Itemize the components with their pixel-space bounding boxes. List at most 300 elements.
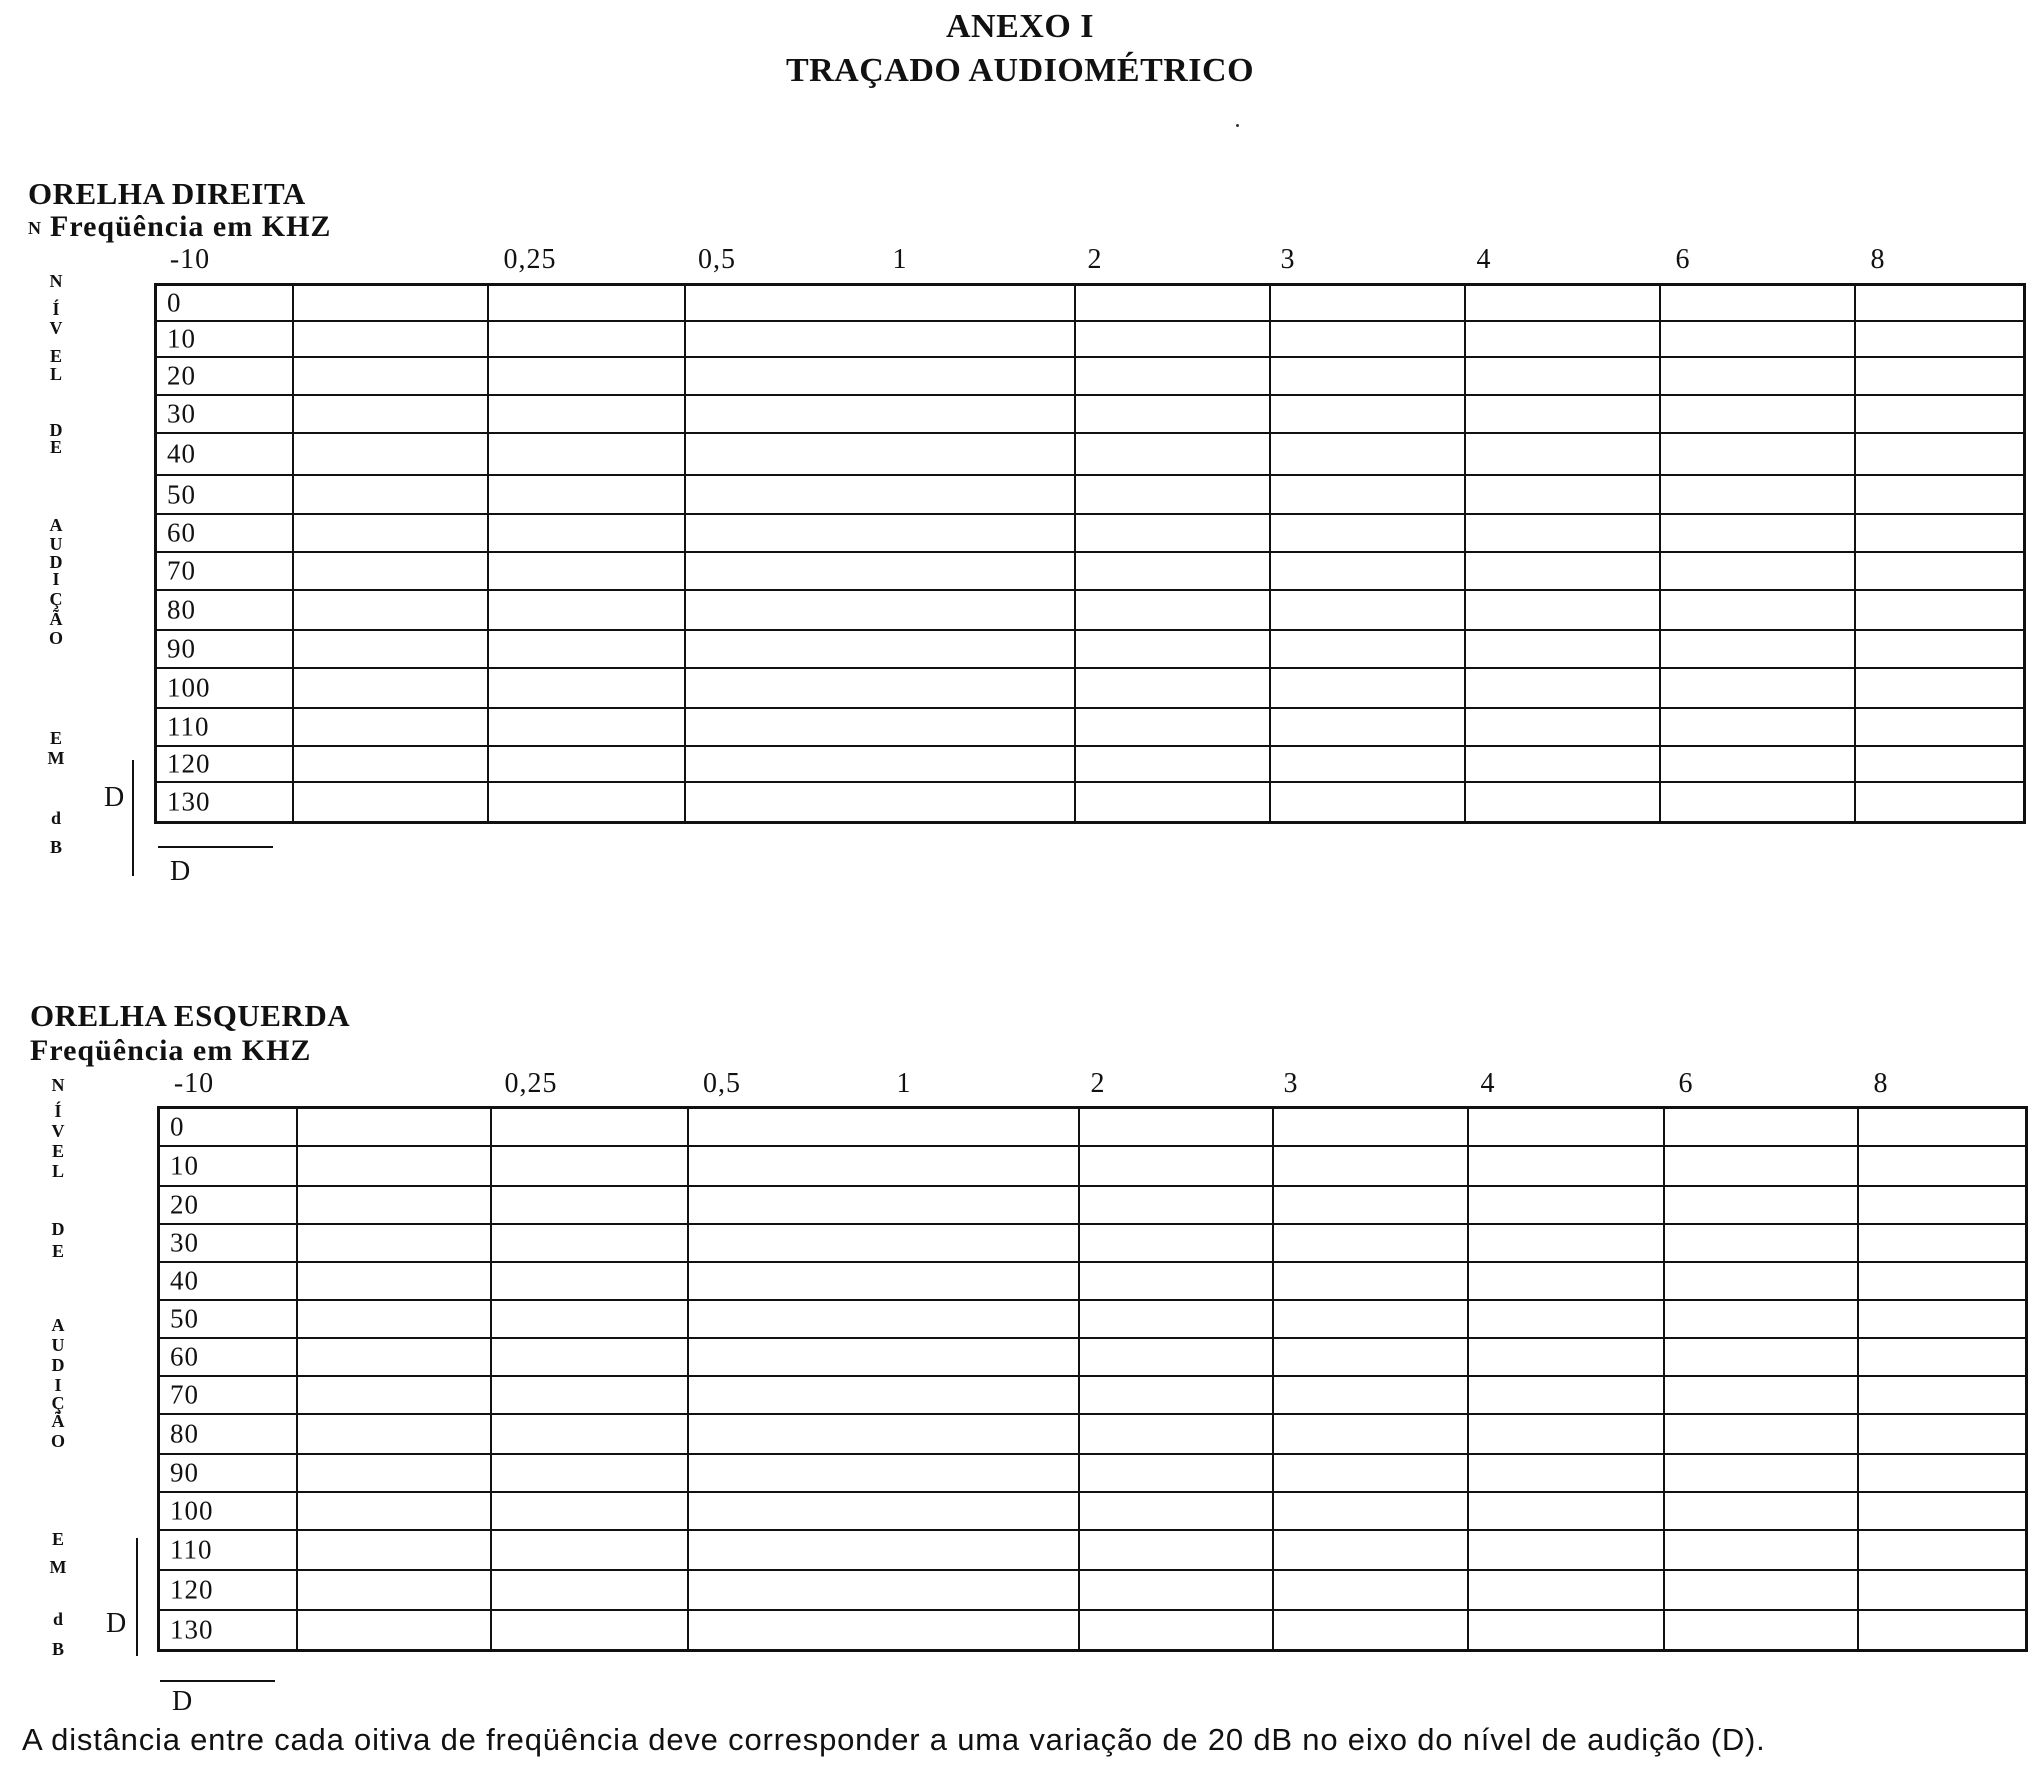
- audiogram-cell[interactable]: [492, 1531, 689, 1571]
- audiogram-cell[interactable]: [1466, 631, 1661, 669]
- audiogram-cell[interactable]: [686, 286, 1076, 322]
- db-level-cell: [160, 1339, 298, 1377]
- footnote: A distância entre cada oitiva de freqüência deve corresponder a uma variação de 20 dB no eixo do nível de audição (D).: [22, 1722, 1766, 1757]
- vertical-axis-letter: N: [51, 1075, 65, 1095]
- audiogram-cell[interactable]: [1274, 1301, 1469, 1339]
- db-level-cell: [160, 1455, 298, 1493]
- audiogram-cell[interactable]: [1469, 1339, 1665, 1377]
- audiogram-cell[interactable]: [489, 396, 686, 434]
- vertical-axis-letter: I: [54, 1375, 62, 1395]
- audiogram-cell[interactable]: [689, 1611, 1080, 1649]
- audiogram-cell[interactable]: [1080, 1377, 1274, 1415]
- audiogram-cell[interactable]: [1466, 515, 1661, 553]
- audiogram-cell[interactable]: [489, 553, 686, 591]
- audiogram-cell[interactable]: [1469, 1415, 1665, 1455]
- audiogram-cell[interactable]: [298, 1187, 492, 1225]
- left-ear-scale-mark: D: [106, 1608, 127, 1639]
- db-level-label: 20: [170, 1189, 199, 1220]
- db-level-cell: [160, 1377, 298, 1415]
- audiogram-cell[interactable]: [1274, 1187, 1469, 1225]
- vertical-axis-letter: M: [47, 748, 65, 768]
- audiogram-cell[interactable]: [1661, 358, 1856, 396]
- audiogram-cell[interactable]: [1274, 1611, 1469, 1649]
- audiogram-cell[interactable]: [1271, 553, 1466, 591]
- audiogram-cell[interactable]: [1469, 1225, 1665, 1263]
- audiogram-cell[interactable]: [294, 434, 489, 476]
- audiogram-cell[interactable]: [686, 553, 1076, 591]
- audiogram-cell[interactable]: [686, 669, 1076, 709]
- audiogram-cell[interactable]: [298, 1109, 492, 1147]
- audiogram-cell[interactable]: [294, 669, 489, 709]
- audiogram-cell[interactable]: [689, 1225, 1080, 1263]
- audiogram-cell[interactable]: [1466, 286, 1661, 322]
- audiogram-cell[interactable]: [1469, 1377, 1665, 1415]
- db-level-cell: [157, 286, 294, 322]
- vertical-axis-letter: E: [51, 1141, 64, 1161]
- audiogram-cell[interactable]: [1080, 1187, 1274, 1225]
- audiogram-cell[interactable]: [1661, 591, 1856, 631]
- db-level-label: 120: [170, 1574, 214, 1605]
- left-ear-frequency-caption: Freqüência em KHZ: [30, 1034, 312, 1067]
- audiogram-cell[interactable]: [294, 476, 489, 515]
- db-level-cell: [157, 396, 294, 434]
- audiogram-cell[interactable]: [294, 591, 489, 631]
- audiogram-cell[interactable]: [1271, 747, 1466, 783]
- audiogram-cell[interactable]: [1076, 669, 1271, 709]
- audiogram-cell[interactable]: [1661, 396, 1856, 434]
- audiogram-cell[interactable]: [1271, 631, 1466, 669]
- audiogram-cell[interactable]: [1466, 669, 1661, 709]
- vertical-axis-letter: N: [49, 271, 63, 291]
- audiogram-cell[interactable]: [298, 1377, 492, 1415]
- audiogram-cell[interactable]: [1271, 783, 1466, 821]
- vertical-axis-letter: I: [52, 569, 60, 589]
- audiogram-cell[interactable]: [1080, 1611, 1274, 1649]
- page-subtitle: TRAÇADO AUDIOMÉTRICO: [785, 52, 1255, 89]
- audiogram-cell[interactable]: [294, 515, 489, 553]
- audiogram-cell[interactable]: [1859, 1263, 2025, 1301]
- audiogram-cell[interactable]: [1076, 434, 1271, 476]
- audiogram-cell[interactable]: [489, 747, 686, 783]
- audiogram-cell[interactable]: [492, 1147, 689, 1187]
- audiogram-cell[interactable]: [686, 358, 1076, 396]
- db-level-label: 0: [170, 1111, 185, 1142]
- audiogram-cell[interactable]: [1859, 1531, 2025, 1571]
- audiogram-cell[interactable]: [1076, 515, 1271, 553]
- audiogram-cell[interactable]: [1274, 1455, 1469, 1493]
- audiogram-cell[interactable]: [492, 1493, 689, 1531]
- audiogram-cell[interactable]: [1076, 396, 1271, 434]
- audiogram-cell[interactable]: [294, 709, 489, 747]
- audiogram-cell[interactable]: [1665, 1377, 1859, 1415]
- audiogram-cell[interactable]: [686, 476, 1076, 515]
- audiogram-cell[interactable]: [489, 515, 686, 553]
- audiogram-cell[interactable]: [689, 1377, 1080, 1415]
- audiogram-cell[interactable]: [1665, 1611, 1859, 1649]
- audiogram-cell[interactable]: [489, 476, 686, 515]
- audiogram-cell[interactable]: [1274, 1415, 1469, 1455]
- audiogram-cell[interactable]: [1665, 1493, 1859, 1531]
- audiogram-cell[interactable]: [1859, 1147, 2025, 1187]
- audiogram-cell[interactable]: [1080, 1301, 1274, 1339]
- audiogram-cell[interactable]: [1665, 1263, 1859, 1301]
- audiogram-cell[interactable]: [492, 1377, 689, 1415]
- audiogram-cell[interactable]: [1665, 1225, 1859, 1263]
- audiogram-cell[interactable]: [1080, 1147, 1274, 1187]
- vertical-axis-letter: V: [51, 1121, 65, 1141]
- audiogram-cell[interactable]: [1271, 322, 1466, 358]
- frequency-label: 8: [1870, 244, 1886, 275]
- audiogram-cell[interactable]: [1661, 515, 1856, 553]
- audiogram-cell[interactable]: [686, 322, 1076, 358]
- audiogram-cell[interactable]: [1076, 631, 1271, 669]
- audiogram-cell[interactable]: [1856, 553, 2023, 591]
- db-level-label: 100: [167, 672, 211, 703]
- audiogram-cell[interactable]: [1665, 1109, 1859, 1147]
- vertical-axis-letter: V: [49, 318, 63, 338]
- audiogram-cell[interactable]: [1856, 434, 2023, 476]
- frequency-label: 4: [1480, 1068, 1496, 1099]
- audiogram-cell[interactable]: [492, 1339, 689, 1377]
- audiogram-cell[interactable]: [1856, 358, 2023, 396]
- audiogram-cell[interactable]: [1856, 783, 2023, 821]
- audiogram-cell[interactable]: [1859, 1339, 2025, 1377]
- audiogram-cell[interactable]: [489, 783, 686, 821]
- audiogram-cell[interactable]: [1080, 1531, 1274, 1571]
- scan-speck: [1236, 124, 1239, 127]
- audiogram-cell[interactable]: [1271, 286, 1466, 322]
- vertical-axis-letter: D: [49, 552, 63, 572]
- audiogram-cell[interactable]: [1271, 669, 1466, 709]
- audiogram-cell[interactable]: [489, 591, 686, 631]
- audiogram-cell[interactable]: [1274, 1571, 1469, 1611]
- db-level-cell: [157, 358, 294, 396]
- audiogram-cell[interactable]: [298, 1415, 492, 1455]
- audiogram-cell[interactable]: [1466, 747, 1661, 783]
- audiogram-cell[interactable]: [489, 631, 686, 669]
- db-level-label: 100: [170, 1495, 214, 1526]
- audiogram-cell[interactable]: [294, 783, 489, 821]
- audiogram-cell[interactable]: [1856, 515, 2023, 553]
- vertical-axis-letter: U: [51, 1335, 65, 1355]
- audiogram-cell[interactable]: [1859, 1415, 2025, 1455]
- audiogram-cell[interactable]: [1856, 709, 2023, 747]
- frequency-label: 0,25: [504, 1068, 558, 1099]
- audiogram-cell[interactable]: [489, 434, 686, 476]
- audiogram-cell[interactable]: [298, 1225, 492, 1263]
- audiogram-cell[interactable]: [689, 1147, 1080, 1187]
- audiogram-cell[interactable]: [689, 1455, 1080, 1493]
- audiogram-cell[interactable]: [492, 1611, 689, 1649]
- audiogram-cell[interactable]: [1661, 322, 1856, 358]
- audiogram-cell[interactable]: [1080, 1109, 1274, 1147]
- db-level-label: 110: [167, 711, 210, 742]
- audiogram-cell[interactable]: [1665, 1187, 1859, 1225]
- audiogram-cell[interactable]: [1466, 476, 1661, 515]
- db-level-cell: [157, 553, 294, 591]
- vertical-axis-letter: E: [51, 1241, 64, 1261]
- audiogram-cell[interactable]: [689, 1109, 1080, 1147]
- db-level-cell: [160, 1109, 298, 1147]
- frequency-label: 3: [1280, 244, 1296, 275]
- audiogram-cell[interactable]: [1665, 1455, 1859, 1493]
- frequency-label: 1: [896, 1068, 912, 1099]
- audiogram-cell[interactable]: [489, 709, 686, 747]
- audiogram-cell[interactable]: [1469, 1109, 1665, 1147]
- audiogram-cell[interactable]: [1271, 591, 1466, 631]
- frequency-label: 0,5: [703, 1068, 741, 1099]
- audiogram-cell[interactable]: [1076, 358, 1271, 396]
- db-level-cell: [157, 434, 294, 476]
- audiogram-cell[interactable]: [1661, 434, 1856, 476]
- audiogram-cell[interactable]: [1080, 1455, 1274, 1493]
- audiogram-cell[interactable]: [1274, 1263, 1469, 1301]
- audiogram-cell[interactable]: [1466, 709, 1661, 747]
- audiogram-cell[interactable]: [1076, 783, 1271, 821]
- audiogram-cell[interactable]: [1661, 631, 1856, 669]
- db-level-label: 70: [170, 1379, 199, 1410]
- audiogram-cell[interactable]: [1859, 1611, 2025, 1649]
- audiogram-cell[interactable]: [489, 358, 686, 396]
- audiogram-cell[interactable]: [686, 591, 1076, 631]
- db-level-label: 30: [170, 1227, 199, 1258]
- audiogram-cell[interactable]: [1661, 783, 1856, 821]
- audiogram-cell[interactable]: [1271, 358, 1466, 396]
- right-ear-frequency-caption: [28, 210, 331, 244]
- audiogram-cell[interactable]: [1859, 1301, 2025, 1339]
- audiogram-cell[interactable]: [1076, 747, 1271, 783]
- right-ear-scale-line-mark: D: [170, 856, 191, 887]
- audiogram-cell[interactable]: [689, 1301, 1080, 1339]
- audiogram-cell[interactable]: [1859, 1377, 2025, 1415]
- audiogram-cell[interactable]: [294, 396, 489, 434]
- audiogram-cell[interactable]: [1469, 1263, 1665, 1301]
- db-level-cell: [160, 1531, 298, 1571]
- audiogram-cell[interactable]: [1466, 591, 1661, 631]
- db-level-label: 60: [167, 517, 196, 548]
- audiogram-cell[interactable]: [489, 669, 686, 709]
- audiogram-cell[interactable]: [1856, 396, 2023, 434]
- audiogram-cell[interactable]: [1466, 322, 1661, 358]
- audiogram-cell[interactable]: [686, 631, 1076, 669]
- audiogram-cell[interactable]: [298, 1301, 492, 1339]
- audiogram-cell[interactable]: [689, 1263, 1080, 1301]
- audiogram-cell[interactable]: [686, 434, 1076, 476]
- audiogram-cell[interactable]: [1856, 669, 2023, 709]
- audiogram-cell[interactable]: [298, 1493, 492, 1531]
- vertical-label-prefix: N: [28, 218, 42, 238]
- audiogram-cell[interactable]: [1856, 631, 2023, 669]
- audiogram-cell[interactable]: [686, 515, 1076, 553]
- left-ear-title: ORELHA ESQUERDA: [30, 998, 351, 1033]
- audiogram-cell[interactable]: [1665, 1147, 1859, 1187]
- audiogram-cell[interactable]: [1080, 1415, 1274, 1455]
- audiogram-cell[interactable]: [689, 1531, 1080, 1571]
- audiogram-cell[interactable]: [294, 631, 489, 669]
- audiogram-cell[interactable]: [1076, 322, 1271, 358]
- audiogram-cell[interactable]: [1274, 1147, 1469, 1187]
- audiogram-cell[interactable]: [1469, 1531, 1665, 1571]
- left-ear-scale-line-mark: D: [172, 1686, 193, 1717]
- vertical-axis-letter: E: [49, 728, 62, 748]
- audiogram-cell[interactable]: [1076, 709, 1271, 747]
- audiogram-cell[interactable]: [1665, 1339, 1859, 1377]
- vertical-axis-letter: D: [51, 1355, 65, 1375]
- audiogram-cell[interactable]: [689, 1571, 1080, 1611]
- audiogram-cell[interactable]: [294, 358, 489, 396]
- db-level-cell: [157, 669, 294, 709]
- audiogram-cell[interactable]: [686, 783, 1076, 821]
- db-level-cell: [157, 783, 294, 821]
- audiogram-cell[interactable]: [1271, 709, 1466, 747]
- audiogram-cell[interactable]: [1271, 396, 1466, 434]
- audiogram-cell[interactable]: [689, 1339, 1080, 1377]
- db-level-cell: [157, 747, 294, 783]
- audiogram-cell[interactable]: [1665, 1571, 1859, 1611]
- audiogram-cell[interactable]: [1661, 747, 1856, 783]
- audiogram-cell[interactable]: [1274, 1225, 1469, 1263]
- audiogram-cell[interactable]: [298, 1263, 492, 1301]
- audiogram-cell[interactable]: [298, 1611, 492, 1649]
- audiogram-cell[interactable]: [1080, 1225, 1274, 1263]
- vertical-axis-letter: Í: [54, 1101, 62, 1121]
- audiogram-cell[interactable]: [1080, 1571, 1274, 1611]
- vertical-axis-letter: A: [49, 515, 63, 535]
- audiogram-cell[interactable]: [298, 1339, 492, 1377]
- vertical-axis-letter: E: [51, 1529, 64, 1549]
- audiogram-cell[interactable]: [1665, 1301, 1859, 1339]
- db-level-cell: [157, 591, 294, 631]
- audiogram-cell[interactable]: [1859, 1571, 2025, 1611]
- audiogram-cell[interactable]: [294, 553, 489, 591]
- audiogram-cell[interactable]: [1661, 669, 1856, 709]
- audiogram-cell[interactable]: [1661, 286, 1856, 322]
- audiogram-cell[interactable]: [1466, 396, 1661, 434]
- audiogram-cell[interactable]: [1856, 747, 2023, 783]
- audiogram-cell[interactable]: [492, 1301, 689, 1339]
- audiogram-cell[interactable]: [1859, 1109, 2025, 1147]
- db-level-label: 20: [167, 360, 196, 391]
- audiogram-cell[interactable]: [689, 1493, 1080, 1531]
- audiogram-cell[interactable]: [1469, 1187, 1665, 1225]
- audiogram-cell[interactable]: [1076, 286, 1271, 322]
- audiogram-cell[interactable]: [689, 1187, 1080, 1225]
- audiogram-cell[interactable]: [1859, 1225, 2025, 1263]
- audiogram-cell[interactable]: [1080, 1263, 1274, 1301]
- audiogram-cell[interactable]: [1274, 1531, 1469, 1571]
- audiogram-cell[interactable]: [492, 1415, 689, 1455]
- audiogram-cell[interactable]: [1076, 476, 1271, 515]
- db-level-label: 40: [167, 438, 196, 469]
- audiogram-cell[interactable]: [1469, 1611, 1665, 1649]
- audiogram-cell[interactable]: [1859, 1493, 2025, 1531]
- audiogram-cell[interactable]: [298, 1455, 492, 1493]
- frequency-label: 3: [1283, 1068, 1299, 1099]
- audiogram-cell[interactable]: [492, 1225, 689, 1263]
- audiogram-cell[interactable]: [1274, 1377, 1469, 1415]
- audiogram-cell[interactable]: [1271, 515, 1466, 553]
- vertical-axis-letter: O: [50, 1431, 65, 1451]
- audiogram-cell[interactable]: [1469, 1455, 1665, 1493]
- audiogram-cell[interactable]: [1856, 322, 2023, 358]
- audiogram-cell[interactable]: [1274, 1493, 1469, 1531]
- left-ear-audiogram-grid: [157, 1106, 2028, 1652]
- audiogram-cell[interactable]: [1661, 476, 1856, 515]
- audiogram-cell[interactable]: [492, 1455, 689, 1493]
- audiogram-cell[interactable]: [686, 747, 1076, 783]
- audiogram-cell[interactable]: [1661, 709, 1856, 747]
- audiogram-cell[interactable]: [1274, 1339, 1469, 1377]
- audiogram-cell[interactable]: [1856, 286, 2023, 322]
- audiogram-cell[interactable]: [492, 1187, 689, 1225]
- audiogram-cell[interactable]: [686, 709, 1076, 747]
- frequency-label: 6: [1678, 1068, 1694, 1099]
- audiogram-cell[interactable]: [1469, 1493, 1665, 1531]
- audiogram-cell[interactable]: [489, 322, 686, 358]
- audiogram-cell[interactable]: [1466, 783, 1661, 821]
- vertical-axis-letter: Ç: [51, 1393, 65, 1413]
- audiogram-cell[interactable]: [298, 1531, 492, 1571]
- audiogram-cell[interactable]: [492, 1571, 689, 1611]
- audiogram-cell[interactable]: [1080, 1339, 1274, 1377]
- db-level-cell: [160, 1611, 298, 1649]
- audiogram-cell[interactable]: [294, 286, 489, 322]
- audiogram-cell[interactable]: [1856, 476, 2023, 515]
- audiogram-cell[interactable]: [294, 322, 489, 358]
- audiogram-cell[interactable]: [492, 1263, 689, 1301]
- db-level-label: 10: [170, 1150, 199, 1181]
- db-level-label: 80: [167, 594, 196, 625]
- audiogram-cell[interactable]: [298, 1147, 492, 1187]
- audiogram-cell[interactable]: [294, 747, 489, 783]
- audiogram-cell[interactable]: [1856, 591, 2023, 631]
- db-level-cell: [157, 631, 294, 669]
- audiogram-cell[interactable]: [1665, 1531, 1859, 1571]
- audiogram-cell[interactable]: [1466, 553, 1661, 591]
- vertical-axis-letter: B: [51, 1639, 64, 1659]
- audiogram-cell[interactable]: [1859, 1455, 2025, 1493]
- right-ear-scale-bar: [132, 760, 134, 876]
- audiogram-cell[interactable]: [1080, 1493, 1274, 1531]
- audiogram-cell[interactable]: [1271, 434, 1466, 476]
- audiogram-cell[interactable]: [492, 1109, 689, 1147]
- audiogram-cell[interactable]: [489, 286, 686, 322]
- audiogram-cell[interactable]: [1076, 591, 1271, 631]
- vertical-axis-letter: E: [49, 437, 62, 457]
- audiogram-cell[interactable]: [1271, 476, 1466, 515]
- audiogram-cell[interactable]: [298, 1571, 492, 1611]
- audiogram-cell[interactable]: [1665, 1415, 1859, 1455]
- audiogram-cell[interactable]: [686, 396, 1076, 434]
- audiogram-cell[interactable]: [1661, 553, 1856, 591]
- audiogram-cell[interactable]: [1466, 358, 1661, 396]
- audiogram-cell[interactable]: [1469, 1147, 1665, 1187]
- audiogram-cell[interactable]: [1469, 1571, 1665, 1611]
- audiogram-cell[interactable]: [689, 1415, 1080, 1455]
- audiogram-cell[interactable]: [1859, 1187, 2025, 1225]
- right-ear-scale-mark: D: [104, 782, 125, 813]
- db-level-label: 40: [170, 1265, 199, 1296]
- audiogram-cell[interactable]: [1274, 1109, 1469, 1147]
- db-level-cell: [160, 1147, 298, 1187]
- db-level-label: 60: [170, 1341, 199, 1372]
- audiogram-cell[interactable]: [1076, 553, 1271, 591]
- audiogram-cell[interactable]: [1466, 434, 1661, 476]
- audiogram-cell[interactable]: [1469, 1301, 1665, 1339]
- db-level-cell: [160, 1571, 298, 1611]
- vertical-axis-letter: Ã: [49, 609, 63, 629]
- db-level-label: 10: [167, 323, 196, 354]
